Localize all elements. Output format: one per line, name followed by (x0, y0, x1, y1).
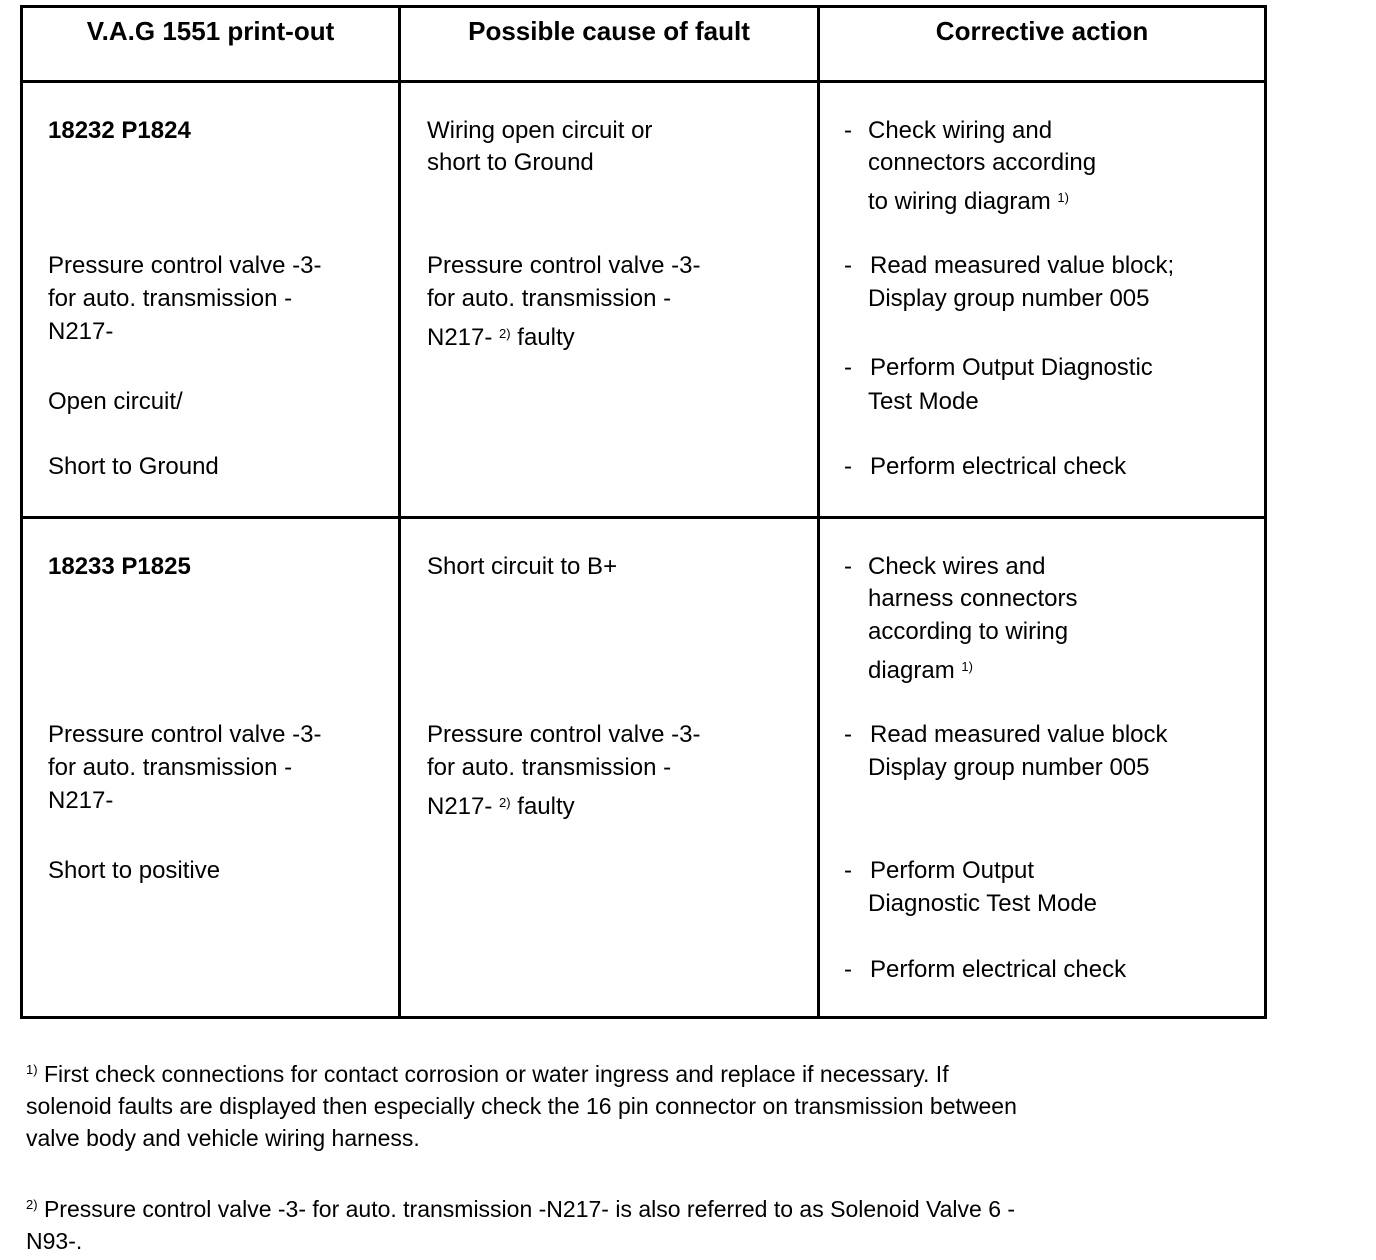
header-divider (23, 80, 1264, 83)
action-line: Check wiring and (868, 117, 1053, 144)
printout-line: Pressure control valve -3- (48, 721, 322, 748)
cause-line: Pressure control valve -3- (427, 721, 701, 748)
printout-condition: Open circuit/ (48, 388, 183, 415)
column-divider (817, 8, 820, 1016)
fault-code: 18232 P1824 (48, 117, 191, 144)
printout-line: for auto. transmission - (48, 754, 293, 781)
cause-line: Pressure control valve -3- (427, 252, 701, 279)
action-line: Perform Output Diagnostic (870, 354, 1153, 381)
action-line: Diagnostic Test Mode (868, 890, 1098, 917)
footnote-line: valve body and vehicle wiring harness. (26, 1125, 420, 1151)
footnote-ref[interactable]: 1) (1057, 190, 1069, 205)
action-line: according to wiring (868, 618, 1069, 645)
action-line: Perform electrical check (870, 453, 1127, 480)
footnote-line: Pressure control valve -3- for auto. transmission -N217- is also referred to as Solenoid Valve 6 - (43, 1196, 1016, 1222)
footnote-ref[interactable]: 2) (499, 326, 511, 341)
action-line: connectors according (868, 149, 1097, 176)
cause-line: N217- $^{2)}$ faulty (427, 793, 575, 820)
fault-code: 18233 P1825 (48, 553, 191, 580)
footnote-line: N93-. (26, 1228, 83, 1254)
cause-line: Wiring open circuit or (427, 117, 653, 144)
column-header-cause: Possible cause of fault (468, 16, 750, 46)
bullet-dash: - (844, 354, 852, 381)
bullet-dash: - (844, 453, 852, 480)
action-line: Check wires and (868, 553, 1046, 580)
printout-line: N217- (48, 787, 114, 814)
action-line: harness connectors (868, 585, 1078, 612)
cause-line: for auto. transmission - (427, 754, 672, 781)
footnote-mark: 2) (26, 1197, 38, 1212)
action-line: Read measured value block; (870, 252, 1175, 279)
action-line: Display group number 005 (868, 285, 1150, 312)
action-line: Read measured value block (870, 721, 1168, 748)
printout-line: Pressure control valve -3- (48, 252, 322, 279)
bullet-dash: - (844, 252, 852, 279)
action-line: Test Mode (868, 388, 979, 415)
action-line: to wiring diagram $^{1)}$ (868, 188, 1069, 215)
column-divider (398, 8, 401, 1016)
footnote-line: solenoid faults are displayed then especially check the 16 pin connector on transmission between (26, 1093, 1017, 1119)
column-header-printout: V.A.G 1551 print-out (86, 16, 335, 46)
footnote-mark: 1) (26, 1062, 38, 1077)
bullet-dash: - (844, 117, 852, 144)
row-divider (23, 516, 1264, 519)
action-line: Perform electrical check (870, 956, 1127, 983)
footnote-ref[interactable]: 1) (961, 659, 973, 674)
printout-line: N217- (48, 318, 114, 345)
printout-condition: Short to Ground (48, 453, 219, 480)
column-header-action: Corrective action (935, 16, 1149, 46)
action-line: Perform Output (870, 857, 1035, 884)
cause-line: Short circuit to B+ (427, 553, 618, 580)
footnote-2 (26, 1193, 1226, 1257)
cause-line: N217- $^{2)}$ faulty (427, 324, 575, 351)
footnote-1 (26, 1058, 1226, 1154)
printout-condition: Short to positive (48, 857, 221, 884)
footnote-line: First check connections for contact corrosion or water ingress and replace if necessary. If (43, 1061, 949, 1087)
action-line: diagram $^{1)}$ (868, 657, 973, 684)
bullet-dash: - (844, 553, 852, 580)
footnote-ref[interactable]: 2) (499, 795, 511, 810)
bullet-dash: - (844, 956, 852, 983)
cause-line: for auto. transmission - (427, 285, 672, 312)
cause-line: short to Ground (427, 149, 594, 176)
bullet-dash: - (844, 857, 852, 884)
printout-line: for auto. transmission - (48, 285, 293, 312)
bullet-dash: - (844, 721, 852, 748)
action-line: Display group number 005 (868, 754, 1150, 781)
